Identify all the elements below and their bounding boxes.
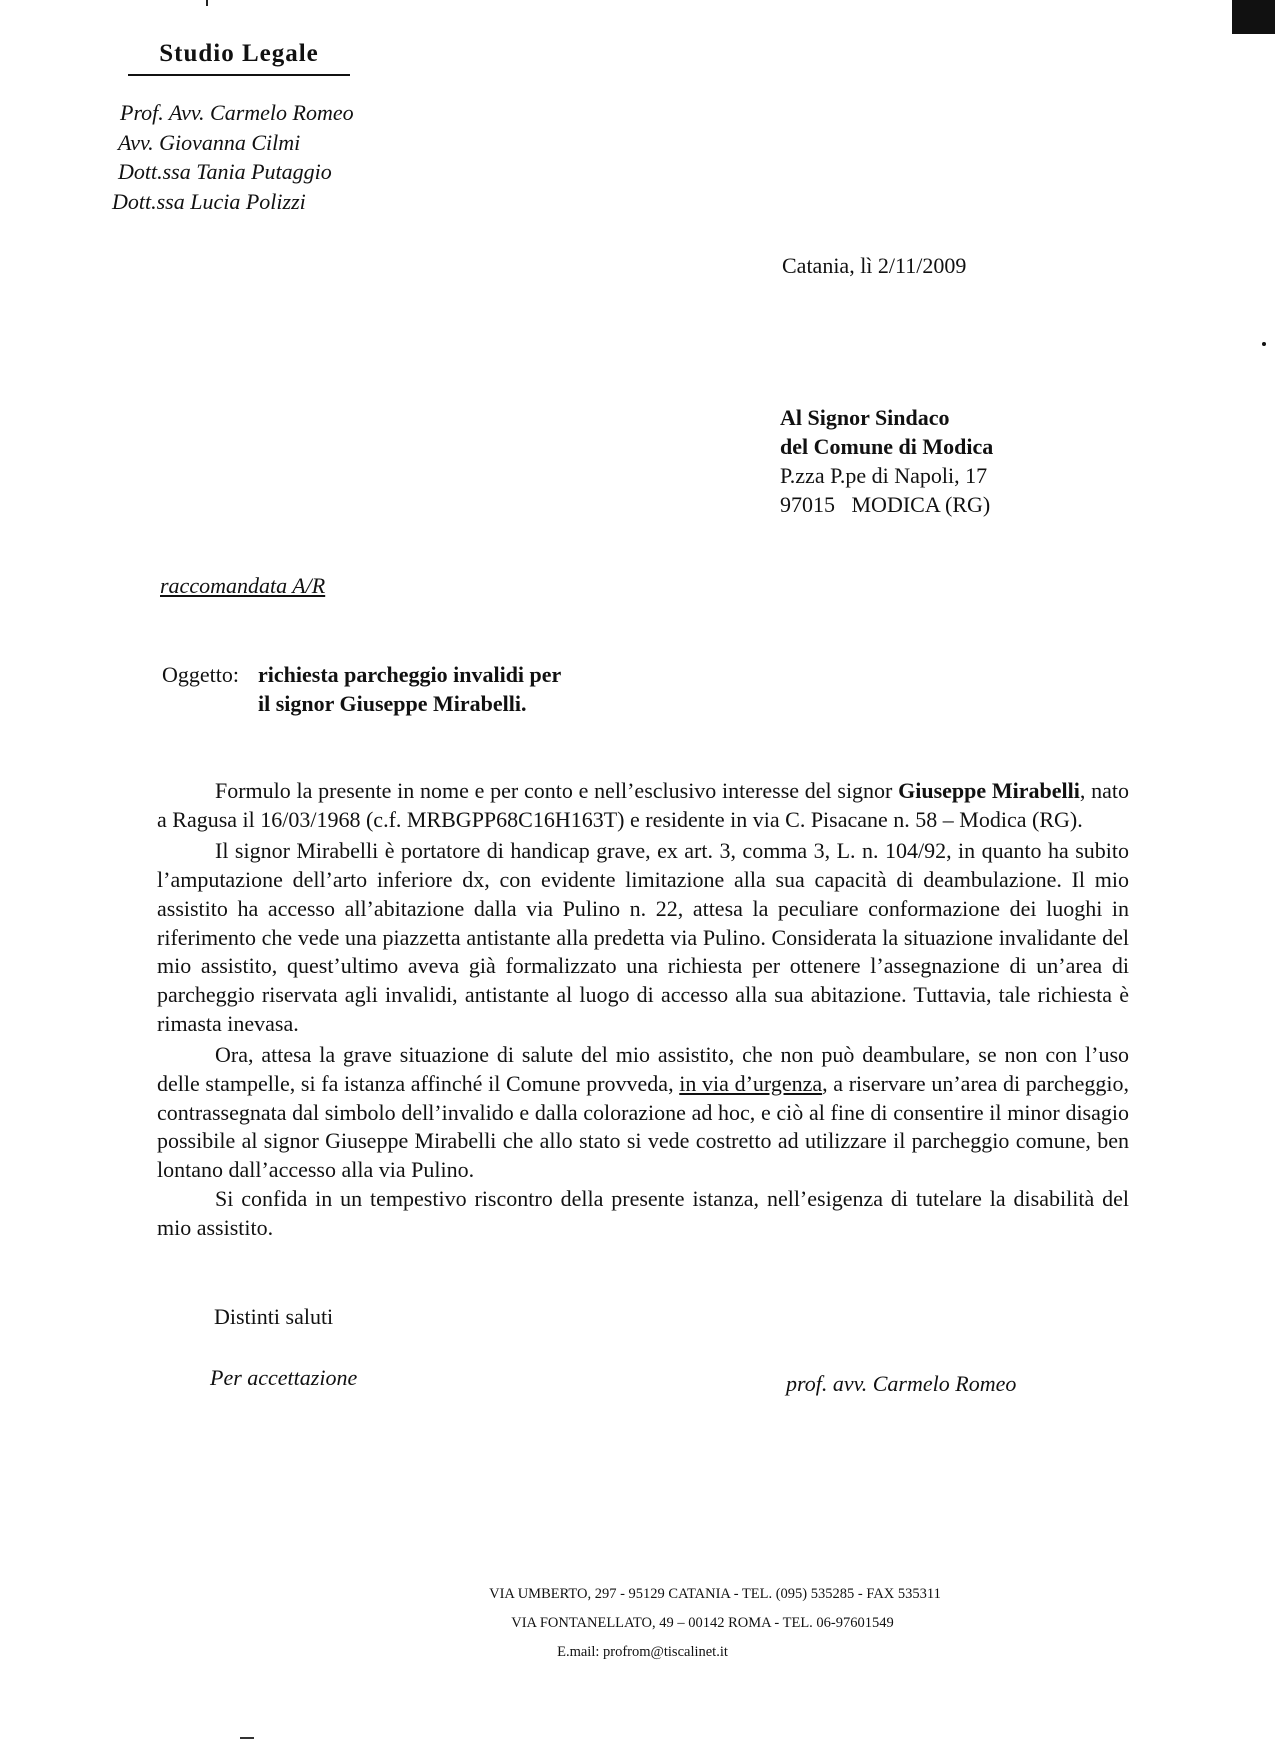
- client-name: Giuseppe Mirabelli: [898, 778, 1080, 803]
- footer-address-roma: VIA FONTANELLATO, 49 – 00142 ROMA - TEL. 06-97601549: [511, 1615, 894, 1631]
- scan-mark: [240, 1737, 254, 1739]
- subject-label: Oggetto:: [162, 662, 239, 687]
- subject-line: richiesta parcheggio invalidi per: [258, 662, 562, 687]
- recipient-address: [780, 403, 993, 519]
- subject-line: il signor Giuseppe Mirabelli.: [258, 691, 527, 716]
- body-paragraph: Il signor Mirabelli è portatore di handicap grave, ex art. 3, comma 3, L. n. 104/92, in quanto ha subito l’amputazione dell’arto inferiore dx, con evidente limitazione alla sua capacità di deambulazione. Il mio assistito ha accesso all’abitazione dalla via Pulino n. 22, attesa la peculiare conformazione dei luoghi in riferimento che vede una piazzetta antistante alla predetta via Pulino. Considerata la situazione invalidante del mio assistito, quest’ultimo aveva già formalizzato una richiesta per ottenere l’assegnazione di un’area di parcheggio riservata agli invalidi, antistante al luogo di accesso alla sua abitazione. Tuttavia, tale richiesta è rimasta inevasa.: [157, 838, 1129, 1036]
- partner-name: Avv. Giovanna Cilmi: [118, 129, 301, 155]
- closing-salutation: Distinti saluti: [214, 1304, 334, 1329]
- partner-list: [112, 98, 354, 216]
- scan-mark: [206, 0, 208, 6]
- partner-name: Prof. Avv. Carmelo Romeo: [120, 100, 354, 125]
- body-paragraph: [157, 777, 1129, 834]
- body-text: Ora, attesa la grave situazione di salute del mio assistito, che non può deambulare, se non con l’uso delle stampelle, si fa istanza affinché il Comune provveda,: [157, 1042, 1129, 1097]
- body-text: Formulo la presente in nome e per conto e nell’esclusivo interesse del signor: [215, 778, 899, 803]
- body-paragraph: Si confida in un tempestivo riscontro della presente istanza, nell’esigenza di tutelare la disabilità del mio assistito.: [157, 1185, 1129, 1240]
- partner-name: Dott.ssa Lucia Polizzi: [112, 188, 306, 214]
- recipient-line: 97015 MODICA (RG): [780, 492, 991, 517]
- body-paragraph: [157, 1041, 1129, 1185]
- footer-contacts: [0, 1580, 1275, 1667]
- footer-address-catania: VIA UMBERTO, 297 - 95129 CATANIA - TEL. (095) 535285 - FAX 535311: [489, 1586, 941, 1602]
- letter-body: [157, 777, 1129, 1242]
- date-line: Catania, lì 2/11/2009: [782, 253, 967, 278]
- signature-name: prof. avv. Carmelo Romeo: [786, 1371, 1017, 1396]
- recipient-line: P.zza P.pe di Napoli, 17: [780, 463, 988, 488]
- letterhead-title: Studio Legale: [128, 40, 350, 76]
- scan-mark: [1262, 342, 1266, 346]
- footer-email: E.mail: profrom@tiscalinet.it: [557, 1644, 728, 1660]
- body-text: , a riservare un’area di parcheggio, contrassegnata dal simbolo dell’invalido e dalla colorazione ad hoc, e ciò al fine di consentire il minor disagio possibile al signor Giuseppe Mirabelli che allo stato si vede costretto ad utilizzare il parcheggio comune, ben lontano dall’accesso alla via Pulino.: [157, 1071, 1129, 1183]
- partner-name: Dott.ssa Tania Putaggio: [118, 159, 332, 184]
- subject: [162, 660, 561, 718]
- recipient-line: del Comune di Modica: [780, 434, 994, 459]
- recipient-line: Al Signor Sindaco: [780, 405, 950, 430]
- urgent-phrase: in via d’urgenza: [679, 1071, 823, 1097]
- acceptance-label: Per accettazione: [210, 1365, 358, 1390]
- body-text: , nato a Ragusa il 16/03/1968 (c.f. MRBGPP68C16H163T) e residente in via C. Pisacane n. 58 – Modica (RG).: [157, 778, 1129, 832]
- mail-type: raccomandata A/R: [160, 573, 326, 598]
- scan-mark: [1232, 0, 1275, 34]
